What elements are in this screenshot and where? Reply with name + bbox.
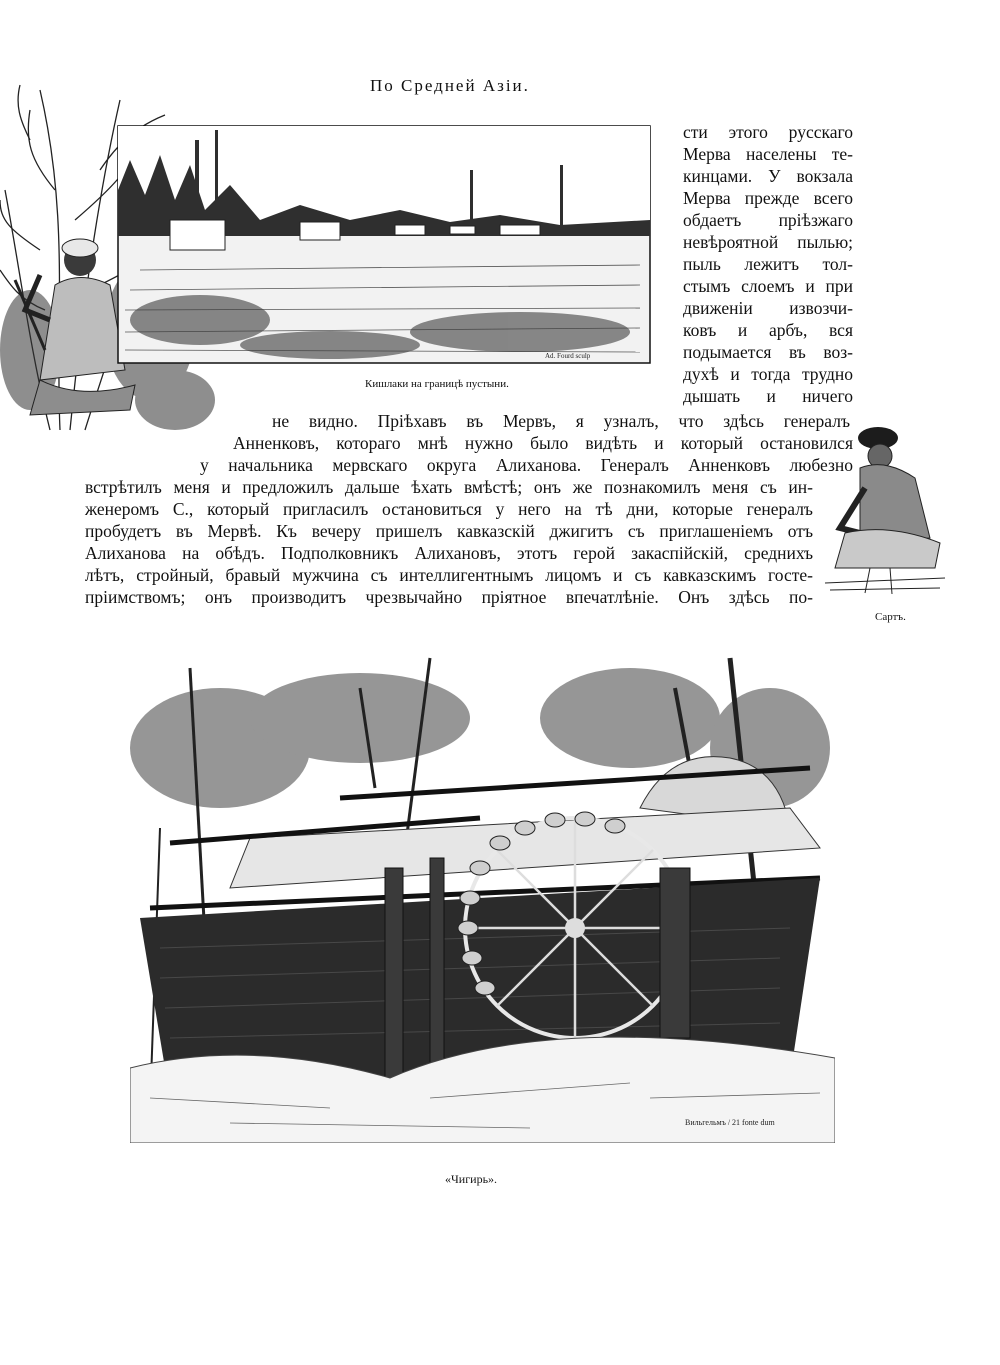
- body-line: у начальника мервскаго округа Алиханова. Генералъ Анненковъ любезно: [200, 455, 853, 475]
- engraver-signature-kishlaki: Ad. Fourd sculp: [545, 352, 591, 360]
- right-column-line: пыль лежитъ тол-: [683, 254, 853, 274]
- right-column-line: сти этого русскаго: [683, 122, 853, 142]
- right-column-line: Мерва населены те-: [683, 144, 853, 164]
- right-column-line: ковъ и арбъ, вся: [683, 320, 853, 340]
- right-column-line: Мерва прежде всего: [683, 188, 853, 208]
- right-column-line: кинцами. У вокзала: [683, 166, 853, 186]
- body-line: Алиханова на обѣдъ. Подполковникъ Алихановъ, этотъ герой закаспійскій, среднихъ: [85, 543, 813, 563]
- body-line: женеромъ С., который пригласилъ остановиться у него на тѣ дни, которые генералъ: [85, 499, 813, 519]
- illustration-sart: [820, 418, 950, 603]
- body-line: пріимствомъ; онъ производитъ чрезвычайно пріятное впечатлѣніе. Онъ здѣсь по-: [85, 587, 813, 607]
- body-line: Анненковъ, котораго мнѣ нужно было видѣть и который остановился: [233, 433, 853, 453]
- body-line: лѣтъ, стройный, бравый мужчина съ интеллигентнымъ лицомъ и съ кавказскимъ госте-: [85, 565, 813, 585]
- right-column-line: стымъ слоемъ и при: [683, 276, 853, 296]
- right-column-line: дышать и ничего: [683, 386, 853, 406]
- illustration-kishlaki: [0, 70, 660, 440]
- caption-chigir: «Чигирь».: [445, 1172, 498, 1186]
- caption-kishlaki: Кишлаки на границѣ пустыни.: [365, 378, 509, 390]
- caption-sart: Сартъ.: [875, 611, 906, 623]
- body-line: не видно. Пріѣхавъ въ Мервъ, я узналъ, что здѣсь генералъ: [272, 411, 850, 431]
- body-line: пробудетъ въ Мервѣ. Къ вечеру пришелъ кавказскій джигитъ съ приглашеніемъ отъ: [85, 521, 813, 541]
- body-line: встрѣтилъ меня и предложилъ дальше ѣхать вмѣстѣ; онъ же познакомилъ меня съ ин-: [85, 477, 813, 497]
- illustration-chigir: [130, 628, 835, 1143]
- running-header: По Средней Азіи.: [370, 76, 530, 95]
- right-column-line: невѣроятной пылью;: [683, 232, 853, 252]
- right-column-line: духѣ и тогда трудно: [683, 364, 853, 384]
- right-column-line: подымается въ воз-: [683, 342, 853, 362]
- engraver-signature-chigir: Вильгельмъ / 21 fonte dum: [685, 1118, 775, 1127]
- right-column-line: движеніи извозчи-: [683, 298, 853, 318]
- right-column-line: обдаетъ пріѣзжаго: [683, 210, 853, 230]
